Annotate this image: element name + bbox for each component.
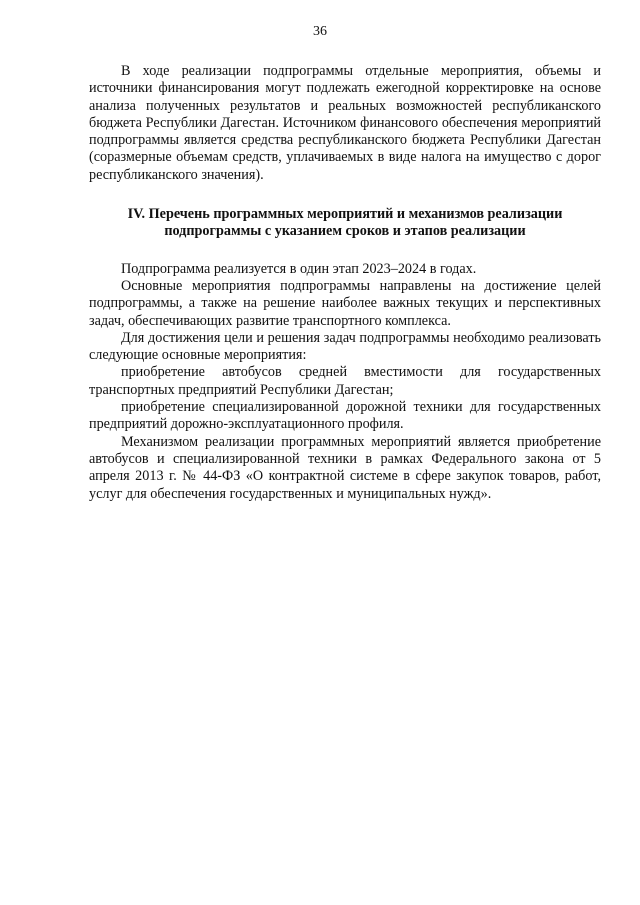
paragraph-measure-buses: приобретение автобусов средней вместимости для государственных транспортных предприятий Республики Дагестан; [89,364,601,398]
document-body [89,63,601,503]
intro-paragraph: В ходе реализации подпрограммы отдельные мероприятия, объемы и источники финансирования могут подлежать ежегодной корректировке на основе анализа полученных результатов и реальных возможностей республиканского бюджета Республики Дагестан. Источником финансового обеспечения мероприятий подпрограммы является средства республиканского бюджета Республики Дагестан (соразмерные объемам средств, уплачиваемых в виде налога на имущество с дорог республиканского значения). [89,63,601,183]
paragraph-mechanism: Механизмом реализации программных мероприятий является приобретение автобусов и специализированной техники в рамках Федерального закона от 5 апреля 2013 г. № 44-ФЗ «О контрактной системе в сфере закупок товаров, работ, услуг для обеспечения государственных и муниципальных нужд». [89,433,601,502]
paragraph-stages: Подпрограмма реализуется в один этап 2023–2024 в годах. [121,260,477,277]
paragraph-goals: Основные мероприятия подпрограммы направлены на достижение целей подпрограммы, а также на решение наиболее важных текущих и перспективных задач, обеспечивающих развитие транспортного комплекса. [89,277,601,329]
page-number: 36 [313,24,327,39]
section-heading [89,206,601,241]
section-heading-line-1: IV. Перечень программных мероприятий и механизмов реализации [127,206,563,223]
paragraph-measure-road-equipment: приобретение специализированной дорожной техники для государственных предприятий дорожно-эксплуатационного профиля. [89,399,601,433]
section-heading-line-2: подпрограммы с указанием сроков и этапов реализации [164,223,526,240]
paragraph-measures-intro: Для достижения цели и решения задач подпрограммы необходимо реализовать следующие основные мероприятия: [89,329,601,364]
